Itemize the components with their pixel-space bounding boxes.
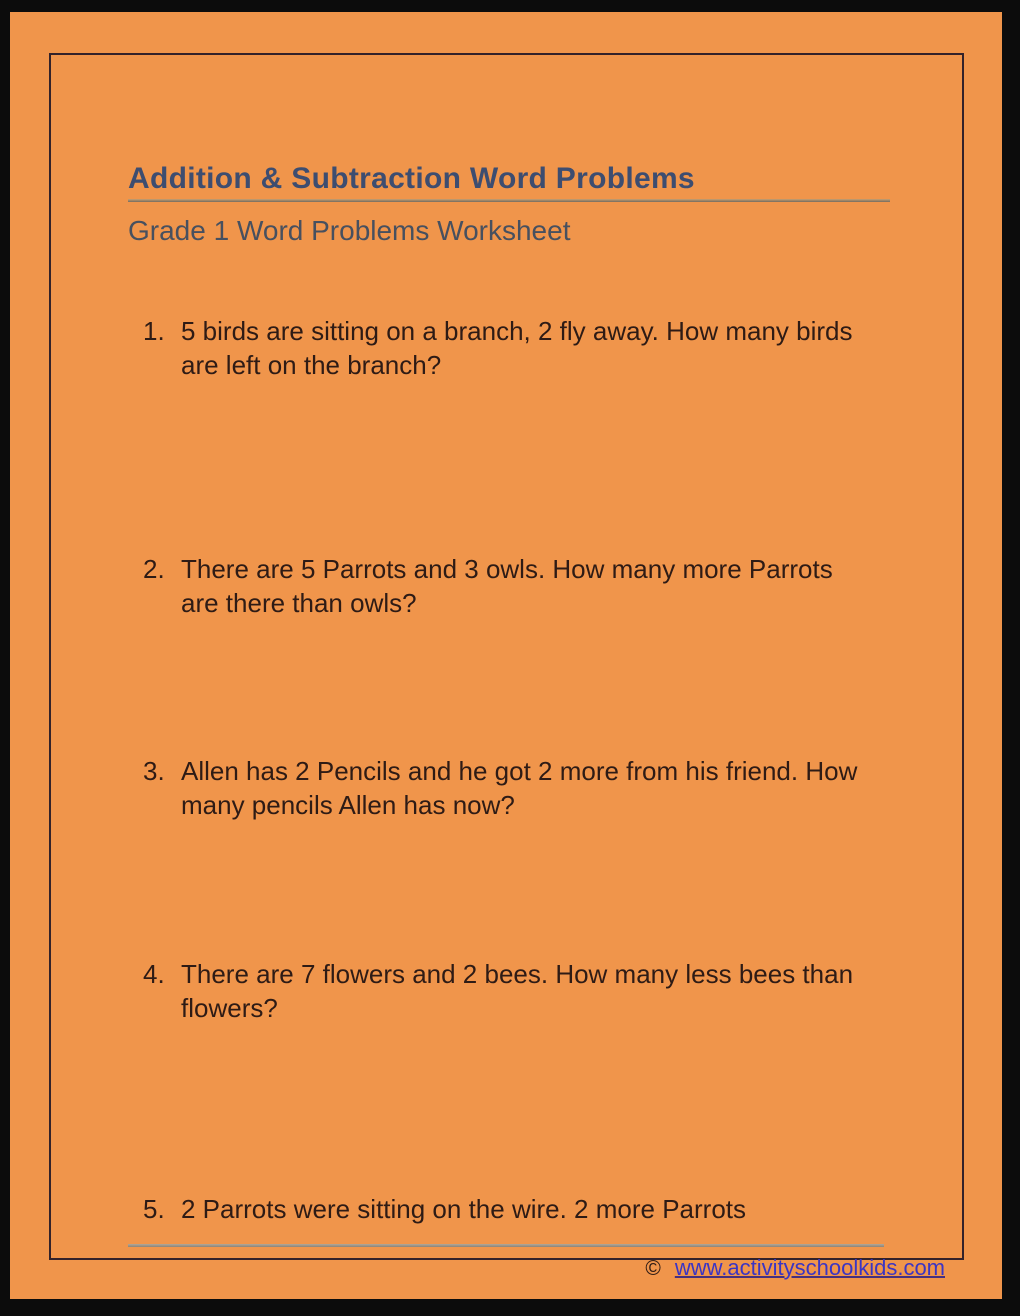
problem-list — [143, 314, 863, 1226]
copyright-icon: © — [645, 1257, 661, 1280]
problem-text: There are 5 Parrots and 3 owls. How many more Parrots are there than owls? — [181, 554, 833, 618]
problem-item-5 — [143, 1192, 863, 1226]
title-underline-rule — [128, 199, 890, 202]
footer — [645, 1255, 945, 1281]
problem-text: 2 Parrots were sitting on the wire. 2 more Parrots — [181, 1194, 747, 1224]
page-subtitle: Grade 1 Word Problems Worksheet — [128, 215, 571, 246]
problem-number: 5. — [143, 1194, 165, 1224]
problem-number: 4. — [143, 959, 165, 989]
problem-number: 2. — [143, 554, 165, 584]
page-title: Addition & Subtraction Word Problems — [128, 162, 695, 195]
footer-divider-rule — [128, 1244, 884, 1247]
copyright-link[interactable]: www.activityschoolkids.com — [674, 1255, 945, 1280]
worksheet-content — [51, 55, 962, 1247]
problem-number: 1. — [143, 316, 165, 346]
problem-item-1 — [143, 314, 863, 382]
problem-item-2 — [143, 552, 863, 620]
problem-item-4 — [143, 957, 863, 1025]
problem-text: 5 birds are sitting on a branch, 2 fly away. How many birds are left on the branch? — [181, 316, 853, 380]
problem-number: 3. — [143, 756, 165, 786]
worksheet-inner-border — [49, 53, 964, 1260]
problem-text: Allen has 2 Pencils and he got 2 more from his friend. How many pencils Allen has now? — [181, 756, 858, 820]
problem-text: There are 7 flowers and 2 bees. How many less bees than flowers? — [181, 959, 854, 1023]
worksheet-page — [10, 12, 1002, 1299]
problem-item-3 — [143, 754, 863, 822]
